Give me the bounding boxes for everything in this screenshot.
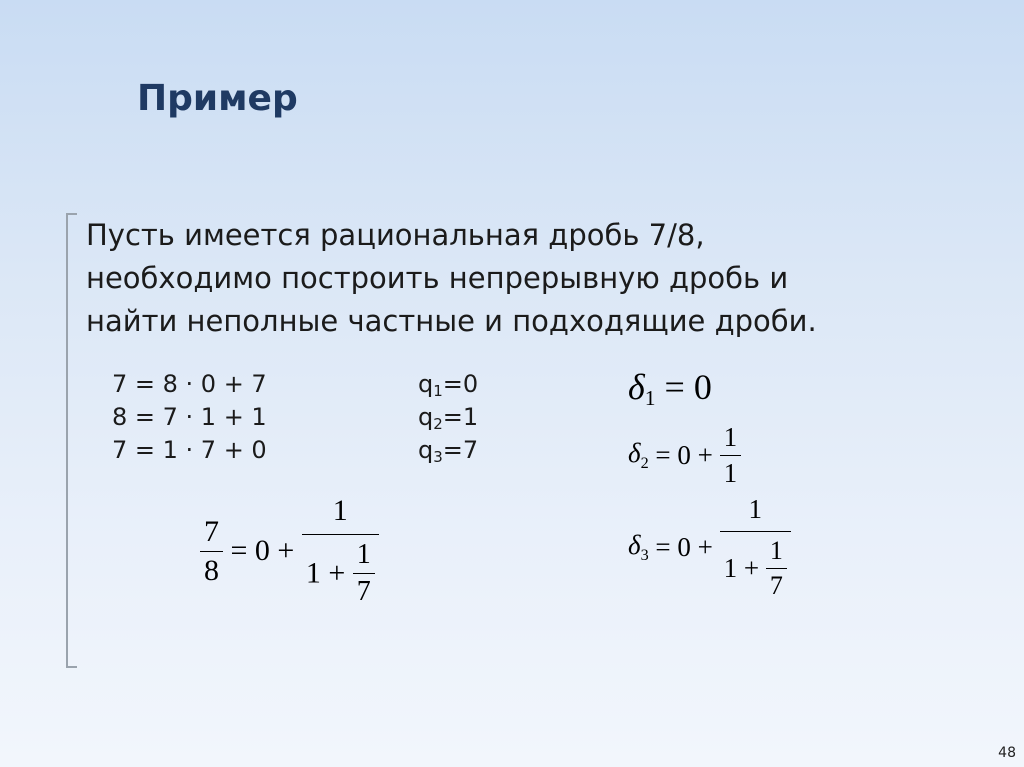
convergent-delta-1: $\delta_1 = 0$ [628,367,712,410]
partial-quotient: $q_2=1$ [418,403,479,433]
convergent-delta-2: $\delta_2 = 0$ + $\frac{1}{1}$ [628,422,741,489]
statement-line: найти неполные частные и подходящие дроби. [86,304,817,338]
slide-title: Пример [137,78,298,119]
page-number: 48 [998,745,1016,761]
statement-line: Пусть имеется рациональная дробь 7/8, [86,218,705,252]
problem-statement [86,214,946,343]
division-equation: 7 = 8 · 0 + 7 [112,370,267,398]
division-equation: 8 = 7 · 1 + 1 [112,403,267,431]
division-equation: 7 = 1 · 7 + 0 [112,436,267,464]
left-bracket-decoration [66,213,77,668]
fraction-7-8: $\frac{7}{8}$ [200,515,223,588]
nested-fraction: 1 1 + $\frac{1}{7}$ [302,494,379,608]
convergent-delta-3: $\delta_3 = 0$ + 1 1 + $\frac{1}{7}$ [628,494,791,601]
continued-fraction-formula: $\frac{7}{8}$ = 0 + 1 1 + $\frac{1}{7}$ [200,494,379,608]
partial-quotient: $q_1=0$ [418,370,479,400]
statement-line: необходимо построить непрерывную дробь и [86,261,789,295]
partial-quotient: $q_3=7$ [418,436,479,466]
